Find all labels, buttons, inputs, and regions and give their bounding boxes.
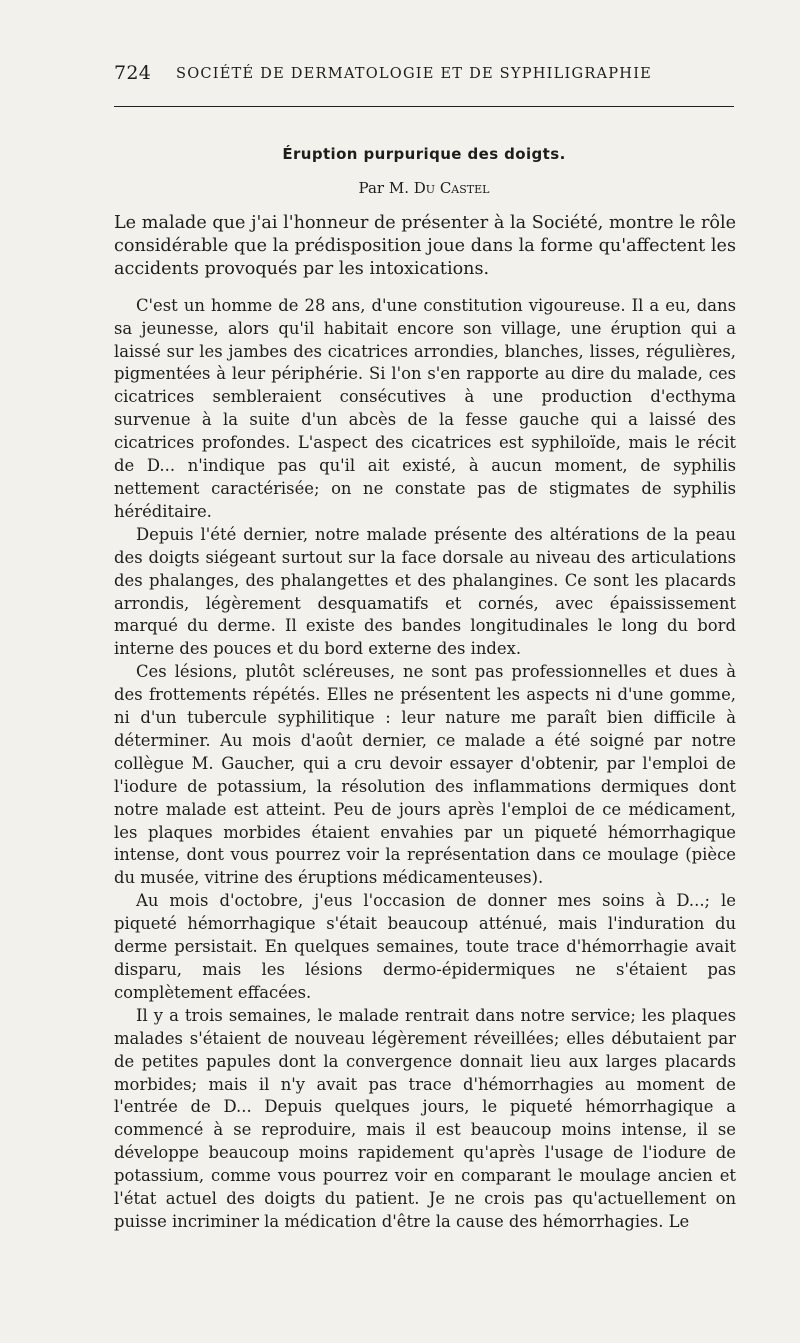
- paragraph: Depuis l'été dernier, notre malade présente des altérations de la peau des doigts siégeant surtout sur la face dorsale au niveau des articulations des phalanges, des phalangettes et des phalangines. Ce sont les placards arrondis, légèrement desquamatifs et cornés, avec épaississement marqué du derme. Il existe des bandes longitudinales le long du bord interne des pouces et du bord externe des index.: [114, 524, 736, 659]
- article-body: [114, 212, 736, 1234]
- page-header: [114, 62, 734, 92]
- author-prefix: Par M.: [358, 179, 409, 197]
- author-name: Du Castel: [413, 179, 490, 197]
- paragraph: Au mois d'octobre, j'eus l'occasion de donner mes soins à D...; le piqueté hémorrhagique s'était beaucoup atténué, mais l'induration du derme persistait. En quelques semaines, toute trace d'hémorrhagie avait disparu, mais les lésions dermo-épidermiques ne s'étaient pas complètement effacées.: [114, 891, 736, 1002]
- paragraph: C'est un homme de 28 ans, d'une constitution vigoureuse. Il a eu, dans sa jeunesse, alors qu'il habitait encore son village, une éruption qui a laissé sur les jambes des cicatrices arrondies, blanches, lisses, régulières, pigmentées à leur périphérie. Si l'on s'en rapporte au dire du malade, ces cicatrices sembleraient consécutives à une production d'ecthyma survenue à la suite d'un abcès de la fesse gauche qui a laissé des cicatrices profondes. L'aspect des cicatrices est syphiloïde, mais le récit de D... n'indique pas qu'il ait existé, à aucun moment, de syphilis nettement caractérisée; on ne constate pas de stigmates de syphilis héréditaire.: [114, 295, 736, 521]
- page-number: 724: [114, 62, 152, 84]
- header-rule: [114, 106, 734, 107]
- article-author: [0, 179, 800, 197]
- paragraph: Ces lésions, plutôt scléreuses, ne sont pas professionnelles et dues à des frottements répétés. Elles ne présentent les aspects ni d'une gomme, ni d'un tubercule syphilitique : leur nature me paraît bien difficile à déterminer. Au mois d'août dernier, ce malade a été soigné par notre collègue M. Gaucher, qui a cru devoir essayer d'obtenir, par l'emploi de l'iodure de potassium, la résolution des inflammations dermiques dont notre malade est atteint. Peu de jours après l'emploi de ce médicament, les plaques morbides étaient envahies par un piqueté hémorrhagique intense, dont vous pourrez voir la représentation dans ce moulage (pièce du musée, vitrine des éruptions médicamenteuses).: [114, 662, 736, 888]
- running-title: SOCIÉTÉ DE DERMATOLOGIE ET DE SYPHILIGRAPHIE: [176, 65, 653, 82]
- paragraph: Il y a trois semaines, le malade rentrait dans notre service; les plaques malades s'étaient de nouveau légèrement réveillées; elles débutaient par de petites papules dont la convergence donnait lieu aux larges placards morbides; mais il n'y avait pas trace d'hémorrhagies au moment de l'entrée de D... Depuis quelques jours, le piqueté hémorrhagique a commencé à se reproduire, mais il est beaucoup moins intense, il se développe beaucoup moins rapidement qu'après l'usage de l'iodure de potassium, comme vous pourrez voir en comparant le moulage ancien et l'état actuel des doigts du patient. Je ne crois pas qu'actuellement on puisse incriminer la médication d'être la cause des hémorrhagies. Le: [114, 1005, 736, 1231]
- paragraph-lead: Le malade que j'ai l'honneur de présenter à la Société, montre le rôle considérable que la prédisposition joue dans la forme qu'affectent les accidents provoqués par les intoxications.: [114, 213, 736, 279]
- article-title: Éruption purpurique des doigts.: [282, 145, 566, 163]
